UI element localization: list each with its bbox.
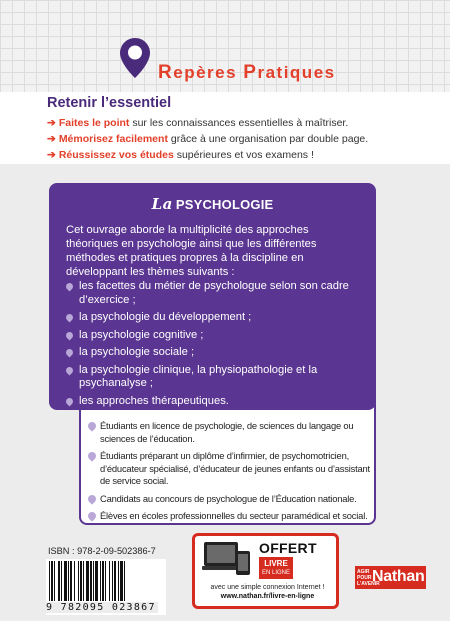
- barcode-bar: [49, 561, 50, 601]
- pin-bullet-icon: [65, 282, 75, 292]
- barcode-bar: [86, 561, 89, 601]
- barcode-bar: [74, 561, 75, 601]
- barcode-bar: [70, 561, 72, 601]
- pin-bullet-icon: [65, 313, 75, 323]
- book-title: La PSYCHOLOGIE: [151, 195, 274, 213]
- barcode-bar: [64, 561, 67, 601]
- audience-item: Élèves en écoles professionnelles du secteur paramédical et social.: [88, 510, 370, 523]
- essentials-item: ➔ Réussissez vos études supérieures et vos examens !: [47, 149, 314, 161]
- essentials-list: [47, 115, 368, 163]
- essentials-item: ➔ Faites le point sur les connaissances essentielles à maîtriser.: [47, 117, 349, 129]
- audience-list: [88, 420, 370, 528]
- series-title: Repères Pratiques: [158, 62, 336, 83]
- barcode-bar: [124, 561, 125, 601]
- arrow-icon: ➔: [47, 117, 56, 129]
- logo-name: Nathan: [372, 568, 425, 585]
- barcode-bar: [120, 561, 123, 601]
- barcode-bar: [95, 561, 98, 601]
- topic-item: la psychologie cognitive ;: [66, 329, 366, 343]
- isbn-label: ISBN : 978-2-09-502386-7: [48, 546, 156, 556]
- barcode-bar: [100, 561, 101, 601]
- barcode-bar: [83, 561, 84, 601]
- offer-badge: LIVRE EN LIGNE: [259, 557, 293, 579]
- barcode-bar: [51, 561, 53, 601]
- barcode-bar: [80, 561, 82, 601]
- pin-bullet-icon: [86, 420, 97, 431]
- barcode-bar: [112, 561, 113, 601]
- pin-bullet-icon: [65, 365, 75, 375]
- barcode-bar: [61, 561, 62, 601]
- offer-title: OFFERT: [259, 540, 317, 556]
- barcode-bar: [109, 561, 110, 601]
- audience-item: Candidats au concours de psychologue de l’Éducation nationale.: [88, 493, 370, 506]
- audience-item: Étudiants préparant un diplôme d’infirmier, de psychomotricien, d’éducateur spécialisé, d’éducateur de jeunes enfants ou d’assistant de service social.: [88, 450, 370, 488]
- devices-icon: [202, 541, 252, 577]
- audience-item: Étudiants en licence de psychologie, de sciences du langage ou sciences de l’éducation.: [88, 420, 370, 445]
- arrow-icon: ➔: [47, 133, 56, 145]
- map-pin-icon: [119, 37, 151, 79]
- barcode-bar: [54, 561, 55, 601]
- pin-bullet-icon: [86, 510, 97, 521]
- pin-bullet-icon: [65, 396, 75, 406]
- barcode-bar: [78, 561, 79, 601]
- barcode-bar: [114, 561, 116, 601]
- pin-bullet-icon: [65, 348, 75, 358]
- barcode-bar: [102, 561, 104, 601]
- topic-item: la psychologie clinique, la physiopathologie et la psychanalyse ;: [66, 364, 366, 391]
- offer-url-link[interactable]: www.nathan.fr/livre-en-ligne: [220, 593, 315, 600]
- barcode-bar: [68, 561, 69, 601]
- arrow-icon: ➔: [47, 149, 56, 161]
- summary-box: [49, 183, 376, 410]
- book-intro: Cet ouvrage aborde la multiplicité des approches théoriques en psychologie ainsi que les différentes méthodes et pratiques propres à la discipline en développant les thèmes suivants :: [66, 224, 317, 278]
- logo-tagline: AGIR POUR L'AVENIR: [357, 569, 380, 587]
- topic-item: la psychologie du développement ;: [66, 311, 366, 325]
- online-offer-box: [192, 533, 339, 609]
- essentials-item: ➔ Mémorisez facilement grâce à une organisation par double page.: [47, 133, 369, 145]
- pin-bullet-icon: [65, 330, 75, 340]
- pin-bullet-icon: [86, 450, 97, 461]
- pin-bullet-icon: [86, 493, 97, 504]
- offer-text: avec une simple connexion Internet !: [210, 584, 325, 591]
- topic-item: la psychologie sociale ;: [66, 346, 366, 360]
- barcode-bar: [105, 561, 106, 601]
- barcode-bar: [58, 561, 60, 601]
- nathan-logo: [355, 566, 426, 589]
- topic-item: les facettes du métier de psychologue selon son cadre d’exercice ;: [66, 280, 366, 307]
- topic-item: les approches thérapeutiques.: [66, 395, 366, 409]
- barcode-bar: [93, 561, 94, 601]
- barcode-bar: [90, 561, 92, 601]
- barcode-digits: 9 782095 023867: [46, 602, 156, 613]
- topics-list: [66, 280, 366, 412]
- essentials-title: Retenir l’essentiel: [47, 95, 172, 111]
- barcode-bar: [118, 561, 119, 601]
